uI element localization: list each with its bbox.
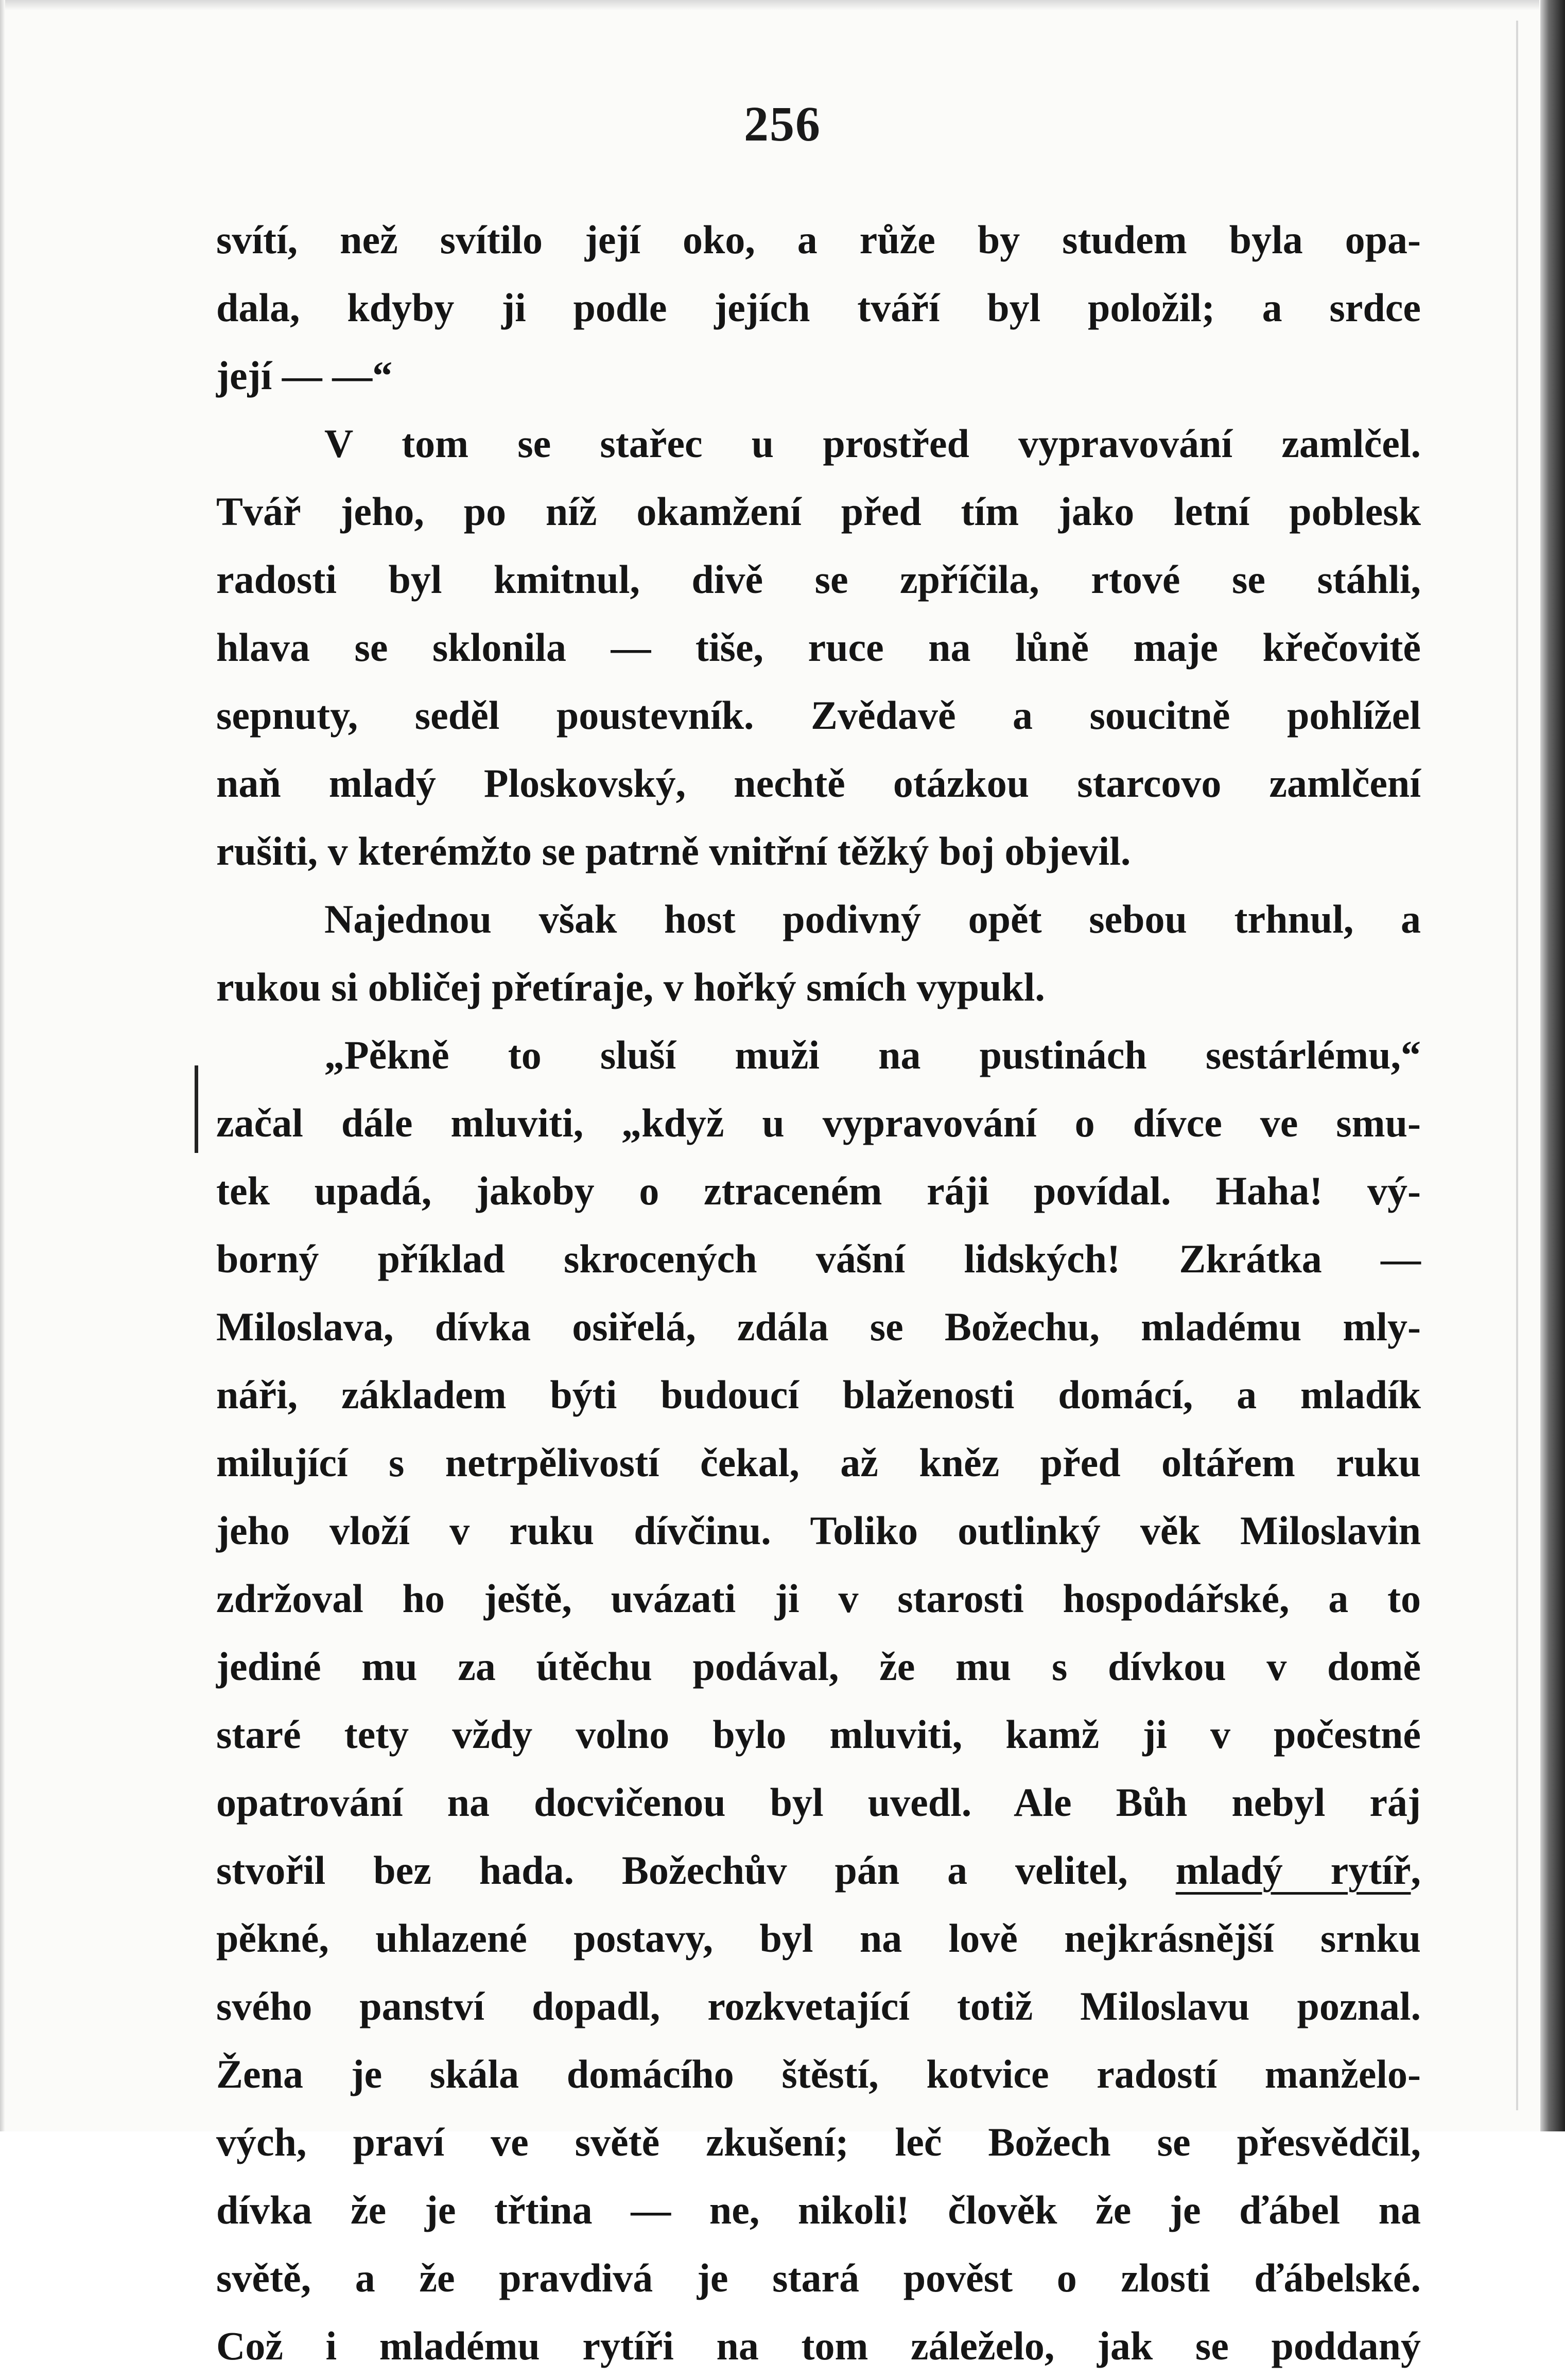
text-line: vých, praví ve světě zkušení; leč Božech se přesvědčil, [216,2120,1421,2164]
text-line: stvořil bez hada. Božechův pán a velitel, mladý rytíř, [216,1848,1421,1893]
underlined-phrase: mladý rytíř [1175,1848,1411,1893]
binding-shadow [1540,0,1565,2131]
page-right-fold-line [1516,21,1518,2110]
page-left-edge [0,0,5,2131]
text-line: opatrování na docvičenou byl uvedl. Ale Bůh nebyl ráj [216,1780,1421,1825]
page-number: 256 [744,96,821,151]
text-line: začal dále mluviti, „když u vypravování o dívce ve smu- [216,1100,1421,1145]
text-line: tek upadá, jakoby o ztraceném ráji povídal. Haha! vý- [216,1168,1421,1213]
text-line: dala, kdyby ji podle jejích tváří byl položil; a srdce [216,285,1421,330]
text-line: rušiti, v kterémžto se patrně vnitřní těžký boj objevil. [216,829,1131,873]
text-line: milující s netrpělivostí čekal, až kněz před oltářem ruku [216,1440,1421,1485]
text-line: zdržoval ho ještě, uvázati ji v starosti hospodářské, a to [216,1576,1421,1621]
text-line: Najednou však host podivný opět sebou trhnul, a [324,897,1421,941]
page-top-edge [0,0,1539,10]
text-line: náři, základem býti budoucí blaženosti domácí, a mladík [216,1372,1421,1417]
text-line: V tom se stařec u prostřed vypravování zamlčel. [324,421,1421,466]
text-line: rukou si obličej přetíraje, v hořký smích vypukl. [216,965,1045,1009]
text-line: staré tety vždy volno bylo mluviti, kamž ji v počestné [216,1712,1421,1757]
text-line: světě, a že pravdivá je stará pověst o zlosti ďábelské. [216,2255,1421,2300]
text-line: jediné mu za útěchu podával, že mu s dívkou v domě [216,1644,1421,1689]
text-line: svítí, než svítilo její oko, a růže by studem byla opa- [216,217,1421,262]
text-line: její — —“ [216,353,393,398]
text-line: svého panství dopadl, rozkvetající totiž Miloslavu poznal. [216,1984,1421,2028]
text-line: jeho vloží v ruku dívčinu. Toliko outlinký věk Miloslavin [216,1508,1421,1553]
text-line: naň mladý Ploskovský, nechtě otázkou starcovo zamlčení [216,761,1421,806]
text-line: „Pěkně to sluší muži na pustinách sestárlému,“ [324,1032,1421,1077]
margin-pencil-mark [195,1065,198,1153]
text-line: radosti byl kmitnul, divě se zpříčila, rtové se stáhli, [216,557,1421,602]
text-line: Tvář jeho, po níž okamžení před tím jako letní poblesk [216,489,1421,534]
text-line: Miloslava, dívka osiřelá, zdála se Božechu, mladému mly- [216,1304,1421,1349]
text-line: Což i mladému rytíři na tom záleželo, jak se poddaný [216,2323,1421,2368]
text-line: sepnuty, seděl poustevník. Zvědavě a soucitně pohlížel [216,693,1421,738]
body-text [216,206,1421,2380]
text-line: hlava se sklonila — tiše, ruce na lůně maje křečovitě [216,625,1421,670]
text-line: dívka že je třtina — ne, nikoli! člověk že je ďábel na [216,2188,1421,2232]
text-line: Žena je skála domácího štěstí, kotvice radostí manželo- [216,2052,1421,2096]
text-line: pěkné, uhlazené postavy, byl na lově nejkrásnější srnku [216,1916,1421,1961]
text-line: borný příklad skrocených vášní lidských! Zkrátka — [216,1236,1421,1281]
